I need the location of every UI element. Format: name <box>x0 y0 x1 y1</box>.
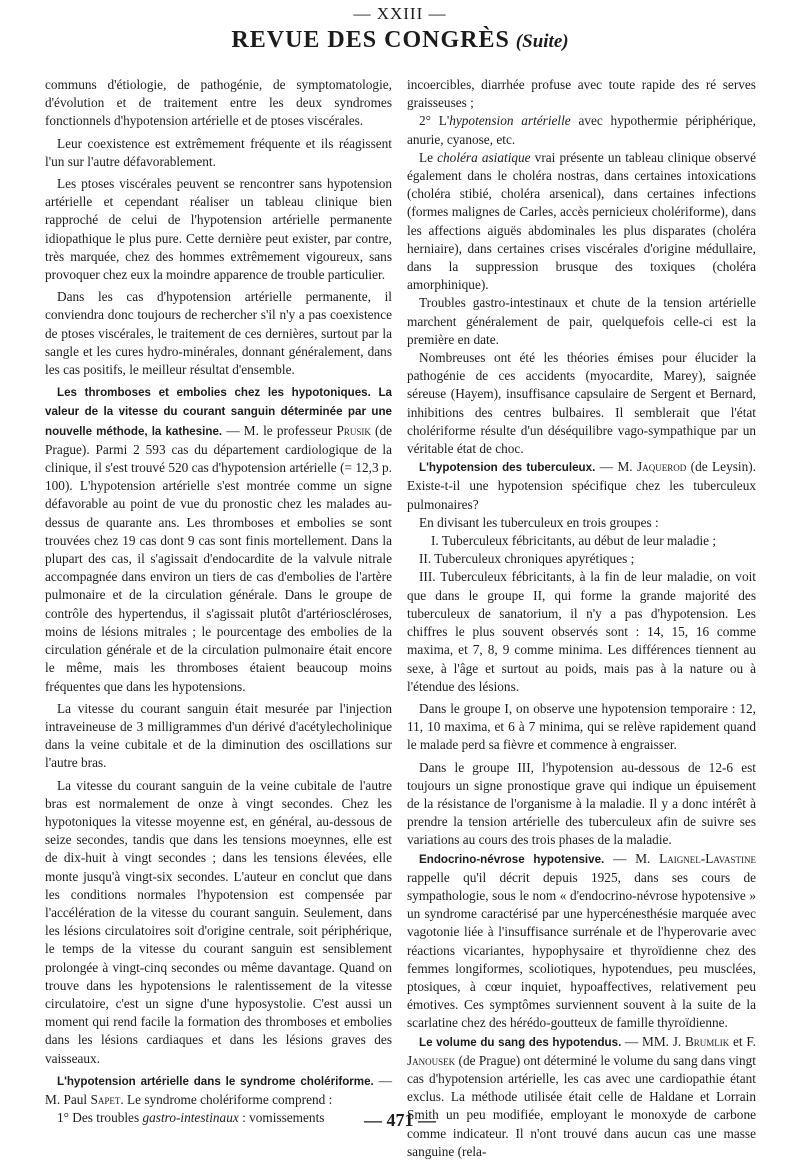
italic-term: gastro-intestinaux <box>142 1110 239 1126</box>
paragraph: La vitesse du courant sanguin de la veine cubitale de l'autre bras est normalement de onze à vingt secondes. Chez les hypotoniques la vitesse moyenne est, en général, au-dessous de seize secondes, tandis que dans les tensions moeynnes, elle est de dix-huit à vingt secondes ; dans les tensions élevées, elle monte jusqu'à vingt-six secondes. L'auteur en conclut que dans les conditions normales l'hypotension est compensée par l'accélération de la vitesse du courant sanguin. Seulement, dans les lésions circulatoires soit d'origine centrale, soit périphérique, le temps de la vitesse du courant sanguin est sensiblement prolongée à vingt-cinq secondes ou même davantage. Quand on trouve dans les hypotensions le ralentissement de la vitesse circulatoire, c'est un signe d'une hyposystolie. C'est aussi un moment qui rend facile la formation des thromboses et embolies dans les lésions cardiaques et dans les lésions graves des vaisseaux. <box>45 777 392 1066</box>
italic-term: hypotension artérielle <box>449 113 571 129</box>
author-name: Janousek <box>407 1052 456 1068</box>
author-name: Laignel-Lavastine <box>659 850 756 866</box>
section-tuberculeux <box>407 458 756 514</box>
author-name: Brumlik <box>684 1033 730 1049</box>
paragraph <box>407 149 756 295</box>
section-endocrino <box>407 850 756 1033</box>
section-lead: — M. <box>604 850 660 866</box>
right-column <box>407 76 756 1161</box>
list-number: 2° L' <box>419 113 450 129</box>
section-text: . Le syndrome cholériforme comprend : <box>120 1091 333 1107</box>
paragraph: Dans les cas d'hypotension artérielle permanente, il conviendra donc toujours de rechercher s'il n'y a pas coexistence de ptoses viscérales, le traitement de ces dernières, surtout par la sangle et les cures hydro-minérales, donnant généralement, dans les cas positifs, le meilleur résultat d'ensemble. <box>45 289 392 378</box>
list-text: : vomissements <box>238 1110 325 1126</box>
list-item <box>407 112 756 148</box>
section-cholera <box>45 1072 392 1109</box>
list-number: 1° Des troubles <box>57 1110 143 1126</box>
paragraph: Les ptoses viscérales peuvent se rencontrer sans hypotension artérielle et cependant réaliser un tableau clinique bien rapproché de celui de l'hypotension artérielle permanente idiopathique le plus pure. Cette dernière peut exister, par contre, très marquée, chez des hommes extrêmement vigoureux, sans provoquer chez eux la moindre apparence de trouble particulier. <box>45 176 392 283</box>
italic-term: choléra asiatique <box>437 149 531 165</box>
section-heading: Les thromboses et embolies chez les hypotoniques. La valeur de la vitesse du courant sanguin déterminée par une nouvelle méthode, la kathesine. <box>45 386 392 438</box>
section-thromboses <box>45 383 392 695</box>
paragraph: Dans le groupe III, l'hypotension au-dessous de 12-6 est toujours un signe pronostique grave qui indique un épuisement de la résistance de l'organisme à la maladie. Il y a donc intérêt à prendre la tension artérielle des tuberculeux afin de suivre ses variations au cours des trois phases de la maladie. <box>407 759 756 848</box>
paragraph: Leur coexistence est extrêmement fréquente et ils réagissent l'un sur l'autre défavorablement. <box>45 135 392 169</box>
author-name: Sapet <box>90 1091 121 1107</box>
page-number: — 471 — <box>364 1110 436 1130</box>
section-text: (de Prague) ont déterminé le volume du sang dans vingt cas d'hypotension artérielle, les cas avec une cardiopathie étant exclus. La méthode utilisée était celle de Haldane et Lorrain Smith un peu modifiée, employant le monoxyde de carbone comme indicateur. Il n'ont trouvé dans aucun cas une masse sanguine (rela- <box>407 1052 756 1159</box>
list-text: avec hypothermie périphérique, anurie, cyanose, etc. <box>407 113 757 147</box>
section-lead: — MM. J. <box>621 1033 685 1049</box>
section-heading: Le volume du sang des hypotendus. <box>419 1035 622 1049</box>
section-volume-sang <box>407 1033 756 1161</box>
list-item: III. Tuberculeux fébricitants, à la fin de leur maladie, on voit que dans le groupe II, qui forme la grande majorité des tuberculeux de sanatorium, il n'y a pas d'hypotension. Les chiffres le plus souvent observés sont : 14, 15, 16 comme maxima, et 7, 8, 9 comme minima. Les différences tiennent au sexe, à l'âge et surtout au poids, mais pas à la nature ou à l'étendue des lésions. <box>407 569 756 694</box>
text: vrai présente un tableau clinique observé également dans le choléra nostras, dans certaines intoxications (choléra stibié, choléra arsenical), dans certaines infections (formes malignes de Carles, accès pernicieux cholériforme), dans les affections aiguës abdominales les plus disparates (choléra herniaire), dans certaines crises viscérales d'origine médullaire, dans la suppression brusque des toxiques (choléra amorphinique). <box>407 149 756 293</box>
left-column <box>45 76 392 1127</box>
author-name: Prusik <box>336 422 371 438</box>
paragraph: En divisant les tuberculeux en trois groupes : <box>419 514 659 530</box>
list-item: II. Tuberculeux chroniques apyrétiques ; <box>419 551 635 567</box>
paragraph: incoercibles, diarrhée profuse avec toute rapide des ré serves graisseuses ; <box>407 77 756 111</box>
section-heading: L'hypotension artérielle dans le syndrome cholériforme. <box>57 1074 374 1088</box>
section-text: (de Leysin). Existe-t-il une hypotension spécifique chez les tuberculeux pulmonaires? <box>407 459 756 512</box>
section-lead: — M. <box>595 459 638 475</box>
paragraph: Troubles gastro-intestinaux et chute de la tension artérielle marchent généralement de pair, quelquefois celle-ci est la première en date. <box>407 295 756 347</box>
paragraph: La vitesse du courant sanguin était mesurée par l'injection intraveineuse de 3 milligrammes d'un dérivé d'acétylecholinique dans la veine cubitale et de la diminution des oscillations sur l'autre bras. <box>45 700 392 771</box>
section-heading: L'hypotension des tuberculeux. <box>419 461 596 475</box>
section-heading: Endocrino-névrose hypotensive. <box>419 852 605 866</box>
roman-page-number: — XXIII — <box>353 4 447 23</box>
section-text: (de Prague). Parmi 2 593 cas du département cardiologique de la clinique, il s'est trouvé 520 cas d'hypotension artérielle (= 12,3 p. 100). L'hypotension artérielle s'est montrée comme un signe défavorable au point de vue du pronostic chez les malades au-dessus de quarante ans. Les thromboses et embolies se sont trouvées chez 19 cas dont 9 cas sont finis mortellement. Dans la plupart des cas, il s'agissait d'endocardite de la valvule nitrale accompagnée dans environ un tiers de cas d'embolies de l'artère pulmonaire et de la circulation générale. Dans le groupe de contrôle des hypertendus, il s'agissait plutôt d'artérioscléroses, moins de lésions mitrales ; le pourcentage des embolies de la circulation générale et de la circulation pulmonaire était encore le même, mais les thromboses étaient beaucoup moins fréquentes que dans les hypotensions. <box>45 422 392 694</box>
title-text: REVUE DES CONGRÈS <box>231 27 510 53</box>
paragraph: Dans le groupe I, on observe une hypotension temporaire : 12, 11, 10 maxima, et 6 à 7 minima, qui se relève rapidement quand le malade perd sa fièvre et commence à engraisser. <box>407 700 756 753</box>
section-lead: — M. Paul <box>45 1072 392 1107</box>
title-suffix: (Suite) <box>515 31 569 52</box>
section-text: et F. <box>729 1033 756 1049</box>
list-item: I. Tuberculeux fébricitants, au début de leur maladie ; <box>431 533 717 549</box>
paragraph: communs d'étiologie, de pathogénie, de symptomatologie, d'évolution et de traitement entre les deux syndromes fonctionnels d'hypotension artérielle et de ptoses viscérales. <box>45 77 392 129</box>
section-lead: — M. le professeur <box>222 422 337 438</box>
text: Le <box>419 149 438 165</box>
paragraph: Nombreuses ont été les théories émises pour élucider la pathogénie de ces accidents (myocardite, Marey), saignée séreuse (Hayem), insuffisance capsulaire de Sergent et Bernard, inhibitions des centres bulbaires. Il semblerait que l'état cholériforme résulte d'un déséquilibre vago-sympathique par un véritable état de choc. <box>407 350 756 457</box>
section-text: rappelle qu'il décrit depuis 1925, dans ses cours de sympathologie, sous le nom « d'endocrino-névrose hypotensive » un syndrome caractérisé par une hypercénesthésie marquée avec vagotonie liée à l'insuffisance surrénale et de l'hyperovarie avec réactions vicariantes, hypophysaire et thyroïdienne chez des femmes longiformes, scoliotiques, hypotendues, peu musclées, ptosiques, à cœur inquiet, hypoaffectives, relativement peu émotives. Ces symptômes surviennent souvent à la suite de la scarlatine chez des hérédo-goutteux de famille thyroïdienne. <box>407 869 756 1031</box>
author-name: Jaquerod <box>637 459 687 475</box>
journal-section-title <box>0 28 800 52</box>
